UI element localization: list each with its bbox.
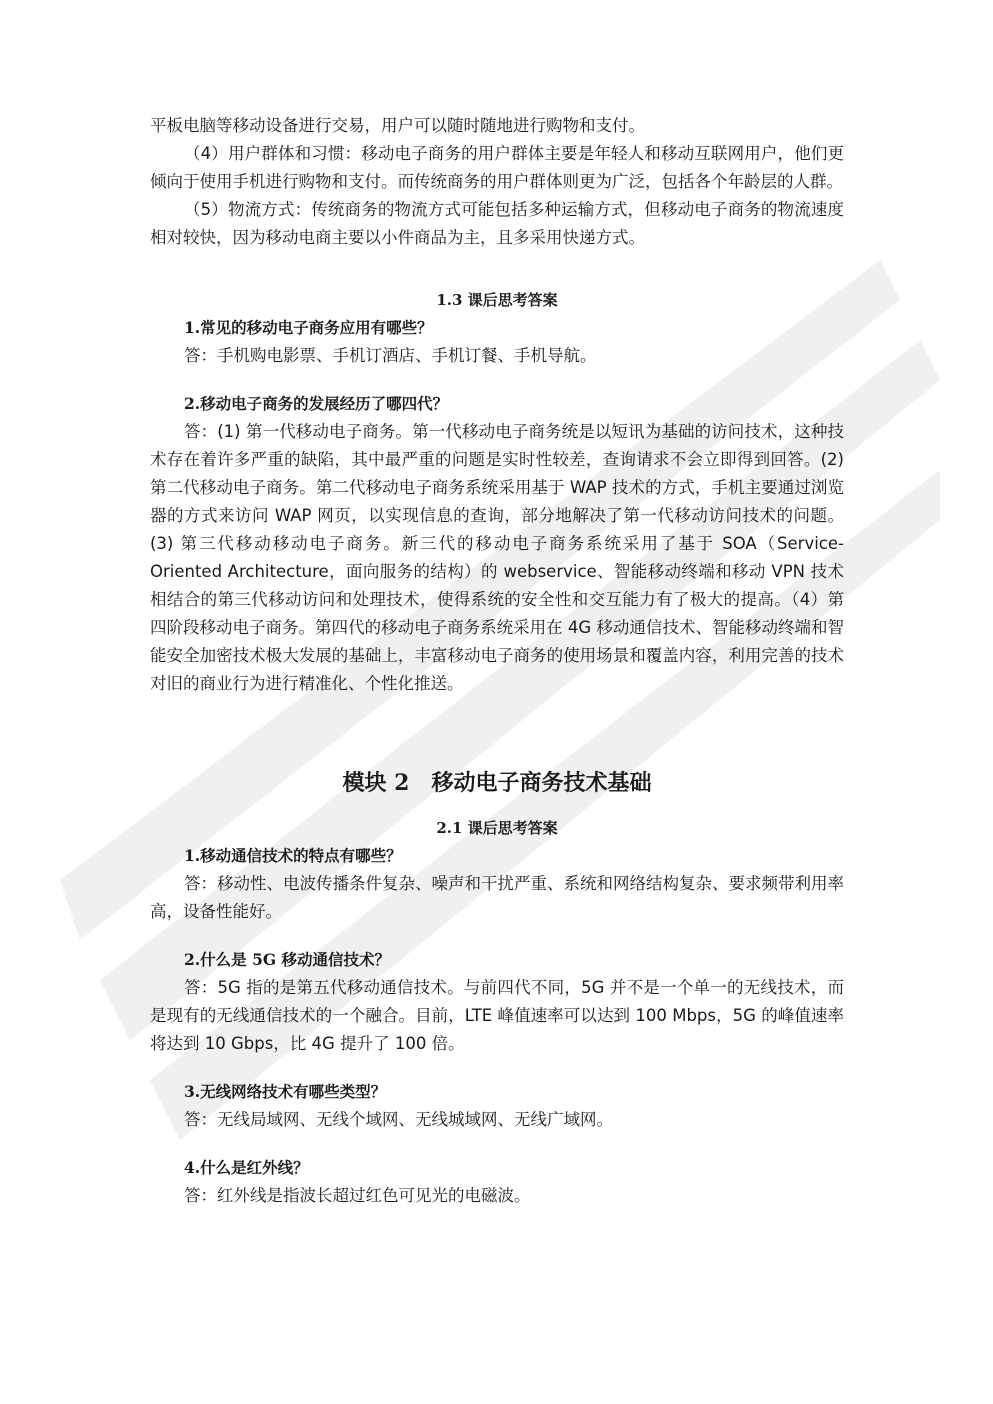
intro-paragraph-1: 平板电脑等移动设备进行交易，用户可以随时随地进行购物和支付。: [150, 116, 645, 135]
answer-2-1-2: 答：5G 指的是第五代移动通信技术。与前四代不同，5G 并不是一个单一的无线技术，而是现有的无线通信技术的一个融合。目前，LTE 峰值速率可以达到 100 Mbps，5G 的峰值速率将达到 10 Gbps，比 4G 提升了 100 倍。: [150, 978, 844, 1053]
question-2-1-2: 2.什么是 5G 移动通信技术？: [184, 950, 390, 969]
question-2-1-4: 4.什么是红外线？: [184, 1158, 309, 1177]
answer-2-1-3: 答：无线局域网、无线个域网、无线城域网、无线广域网。: [184, 1110, 613, 1129]
question-2-1-3: 3.无线网络技术有哪些类型？: [184, 1082, 387, 1101]
module-title: 模块 2 移动电子商务技术基础: [342, 770, 652, 796]
answer-1-3-1: 答：手机购电影票、手机订酒店、手机订餐、手机导航。: [184, 346, 597, 365]
intro-paragraph-3: （5）物流方式：传统商务的物流方式可能包括多种运输方式，但移动电子商务的物流速度相对较快，因为移动电商主要以小件商品为主，且多采用快递方式。: [150, 200, 844, 247]
section-heading-1-3: 1.3 课后思考答案: [436, 291, 558, 309]
question-1-3-2: 2.移动电子商务的发展经历了哪四代？: [184, 394, 449, 413]
section-heading-2-1: 2.1 课后思考答案: [436, 819, 558, 837]
page-content: [150, 112, 844, 1210]
question-2-1-1: 1.移动通信技术的特点有哪些？: [184, 846, 402, 865]
intro-paragraph-2: （4）用户群体和习惯：移动电子商务的用户群体主要是年轻人和移动互联网用户，他们更倾向于使用手机进行购物和支付。而传统商务的用户群体则更为广泛，包括各个年龄层的人群。: [150, 144, 844, 191]
answer-2-1-4: 答：红外线是指波长超过红色可见光的电磁波。: [184, 1186, 531, 1205]
answer-1-3-2: 答：(1) 第一代移动电子商务。第一代移动电子商务统是以短讯为基础的访问技术，这种技术存在着许多严重的缺陷，其中最严重的问题是实时性较差，查询请求不会立即得到回答。(2) 第二代移动电子商务。第二代移动电子商务系统采用基于 WAP 技术的方式，手机主要通过浏览器的方式来访问 WAP 网页，以实现信息的查询，部分地解决了第一代移动访问技术的问题。(3) 第三代移动移动电子商务。新三代的移动电子商务系统采用了基于 SOA（Service-Oriented Architecture，面向服务的结构）的 webservice、智能移动终端和移动 VPN 技术相结合的第三代移动访问和处理技术，使得系统的安全性和交互能力有了极大的提高。（4）第四阶段移动电子商务。第四代的移动电子商务系统采用在 4G 移动通信技术、智能移动终端和智能安全加密技术极大发展的基础上，丰富移动电子商务的使用场景和覆盖内容，利用完善的技术对旧的商业行为进行精准化、个性化推送。: [150, 422, 844, 693]
question-1-3-1: 1.常见的移动电子商务应用有哪些？: [184, 318, 433, 337]
answer-2-1-1: 答：移动性、电波传播条件复杂、噪声和干扰严重、系统和网络结构复杂、要求频带利用率高，设备性能好。: [150, 874, 844, 921]
